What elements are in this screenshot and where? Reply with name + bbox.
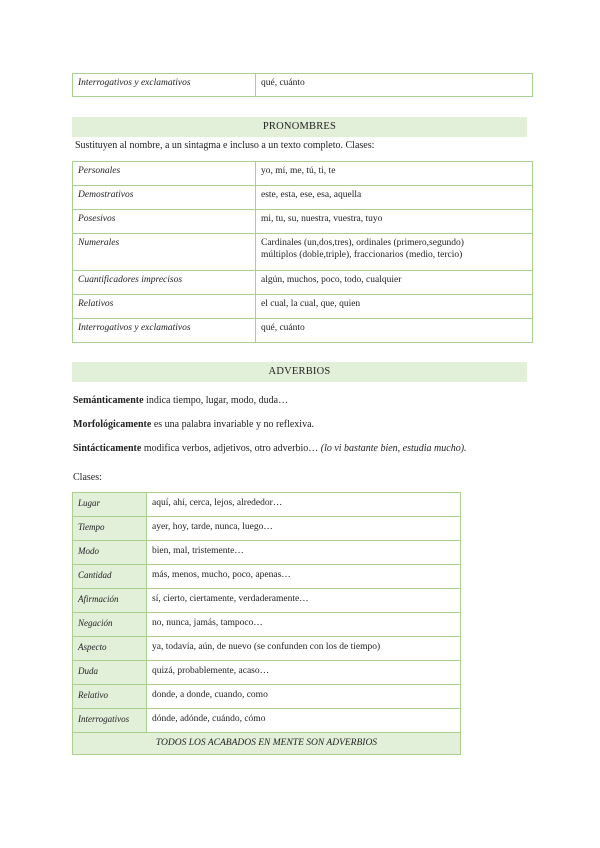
row-value: quizá, probablemente, acaso… [147, 661, 461, 685]
row-value: más, menos, mucho, poco, apenas… [147, 565, 461, 589]
table-row [73, 74, 533, 97]
row-label: Cuantificadores imprecisos [73, 271, 256, 295]
row-label: Posesivos [73, 210, 256, 234]
row-label: Afirmación [73, 589, 147, 613]
row-value: dónde, adónde, cuándo, cómo [147, 709, 461, 733]
row-value: aquí, ahí, cerca, lejos, alrededor… [147, 493, 461, 517]
row-label: Relativos [73, 295, 256, 319]
row-label: Lugar [73, 493, 147, 517]
table-footer-row [73, 733, 461, 755]
row-label: Numerales [73, 234, 256, 271]
table-row [73, 661, 461, 685]
row-label: Tiempo [73, 517, 147, 541]
table-row [73, 589, 461, 613]
table-row [73, 186, 533, 210]
row-value: sí, cierto, ciertamente, verdaderamente… [147, 589, 461, 613]
table-row [73, 295, 533, 319]
row-value: qué, cuánto [256, 74, 533, 97]
row-label: Interrogativos y exclamativos [73, 74, 256, 97]
table-row [73, 541, 461, 565]
morphologic-term: Morfológicamente [73, 419, 152, 430]
row-value: no, nunca, jamás, tampoco… [147, 613, 461, 637]
table-row [73, 565, 461, 589]
syntactic-term: Sintácticamente [73, 443, 142, 454]
section-heading-adverbios: ADVERBIOS [72, 362, 527, 382]
table-row [73, 709, 461, 733]
row-value: yo, mí, me, tú, ti, te [256, 162, 533, 186]
row-label: Duda [73, 661, 147, 685]
row-label: Negación [73, 613, 147, 637]
table-row [73, 234, 533, 271]
section-heading-pronombres: PRONOMBRES [72, 117, 527, 137]
adverbios-morphologic-line [73, 418, 314, 431]
row-value: algún, muchos, poco, todo, cualquier [256, 271, 533, 295]
table-row [73, 613, 461, 637]
adverbios-syntactic-line [73, 442, 467, 455]
row-label: Personales [73, 162, 256, 186]
morphologic-text: es una palabra invariable y no reflexiva. [151, 419, 315, 430]
table-row [73, 162, 533, 186]
table-row [73, 271, 533, 295]
table-row [73, 517, 461, 541]
row-label: Aspecto [73, 637, 147, 661]
adverbios-semantic-line [73, 394, 288, 407]
row-value: mi, tu, su, nuestra, vuestra, tuyo [256, 210, 533, 234]
row-value [256, 234, 533, 271]
row-label: Demostrativos [73, 186, 256, 210]
row-label: Interrogativos [73, 709, 147, 733]
row-label: Interrogativos y exclamativos [73, 319, 256, 343]
row-value-line: múltiplos (doble,triple), fraccionarios (medio, tercio) [261, 250, 463, 260]
syntactic-text: modifica verbos, adjetivos, otro adverbio… [141, 443, 321, 454]
table-footer: TODOS LOS ACABADOS EN MENTE SON ADVERBIOS [73, 733, 461, 755]
table-row [73, 685, 461, 709]
syntactic-example: (lo vi bastante bien, estudia mucho). [320, 443, 467, 454]
table-row [73, 637, 461, 661]
semantic-term: Semánticamente [73, 395, 144, 406]
row-value: bien, mal, tristemente… [147, 541, 461, 565]
adverbios-table [72, 492, 461, 755]
row-value-line: Cardinales (un,dos,tres), ordinales (primero,segundo) [261, 238, 464, 248]
table-row [73, 319, 533, 343]
row-value: el cual, la cual, que, quien [256, 295, 533, 319]
clases-label: Clases: [73, 472, 102, 483]
table-row [73, 210, 533, 234]
row-value: ya, todavía, aún, de nuevo (se confunden con los de tiempo) [147, 637, 461, 661]
row-value: este, esta, ese, esa, aquella [256, 186, 533, 210]
top-table [72, 73, 533, 97]
pronombres-intro: Sustituyen al nombre, a un sintagma e incluso a un texto completo. Clases: [75, 140, 375, 151]
table-row [73, 493, 461, 517]
row-value: donde, a donde, cuando, como [147, 685, 461, 709]
row-label: Modo [73, 541, 147, 565]
row-value: qué, cuánto [256, 319, 533, 343]
pronombres-table [72, 161, 533, 343]
row-label: Cantidad [73, 565, 147, 589]
row-label: Relativo [73, 685, 147, 709]
row-value: ayer, hoy, tarde, nunca, luego… [147, 517, 461, 541]
semantic-text: indica tiempo, lugar, modo, duda… [143, 395, 289, 406]
